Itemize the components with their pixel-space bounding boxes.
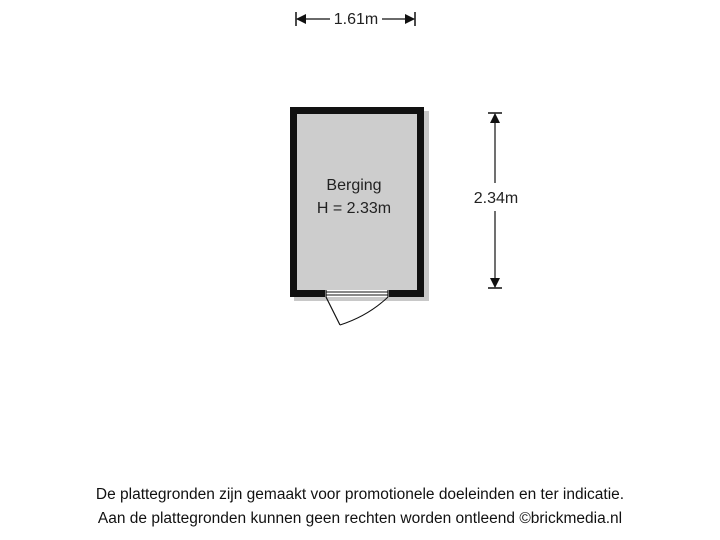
height-dimension <box>474 113 518 288</box>
height-dimension-label: 2.34m <box>473 190 519 207</box>
room-height-label: H = 2.33m <box>316 200 392 217</box>
width-dimension <box>296 11 415 28</box>
disclaimer-line-2: Aan de plattegronden kunnen geen rechten worden ontleend ©brickmedia.nl <box>97 510 623 527</box>
door-opening <box>325 290 389 297</box>
width-dimension-label: 1.61m <box>333 11 379 28</box>
disclaimer-line-1: De plattegronden zijn gemaakt voor promotionele doeleinden en ter indicatie. <box>95 486 625 503</box>
room-berging <box>290 107 429 301</box>
door-swing-arc <box>340 297 388 325</box>
room-name-label: Berging <box>326 177 382 194</box>
door <box>325 290 389 325</box>
door-leaf <box>326 297 340 325</box>
